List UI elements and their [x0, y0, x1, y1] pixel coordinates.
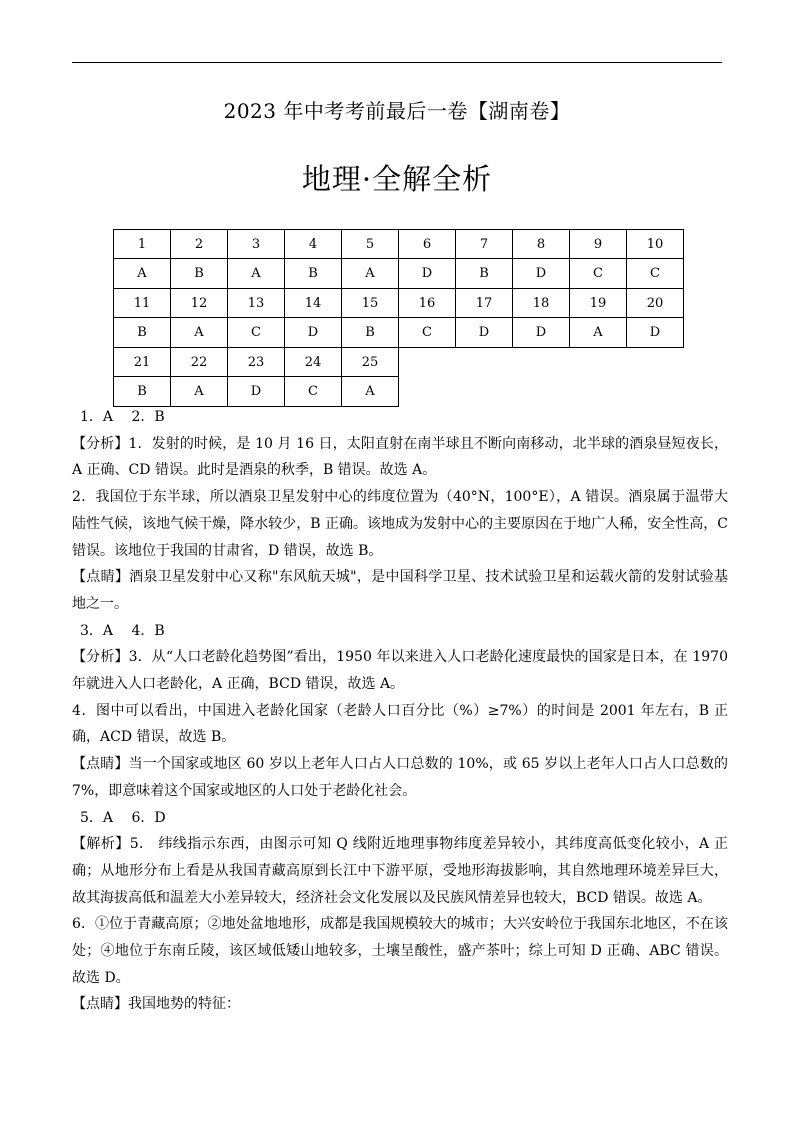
content-paragraph: 2．我国位于东半球，所以酒泉卫星发射中心的纬度位置为（40°N，100°E），A 错误。酒泉属于温带大陆性气候，该地气候干燥，降水较少，B 正确。该地成为发射中心的主要原因在于地广人稀，安全性高，C 错误。该地位于我国的甘肃省，D 错误，故选 B。 — [72, 489, 728, 559]
answer-cell: C — [570, 259, 627, 289]
empty-cell — [513, 377, 570, 407]
answer-row — [114, 318, 684, 348]
answer-cell: C — [228, 318, 285, 348]
empty-cell — [456, 348, 513, 377]
question-number-cell: 24 — [285, 348, 342, 377]
answer-cell: D — [456, 318, 513, 348]
explanation-text — [72, 404, 728, 1018]
answer-cell: C — [285, 377, 342, 407]
answer-cell: A — [228, 259, 285, 289]
answer-cell: A — [171, 377, 228, 407]
question-number-cell: 7 — [456, 230, 513, 259]
question-number-cell: 3 — [228, 230, 285, 259]
answer-cell: B — [342, 318, 399, 348]
answer-cell: D — [513, 318, 570, 348]
content-paragraph: 【点睛】我国地势的特征： — [72, 996, 240, 1013]
question-number-cell: 2 — [171, 230, 228, 259]
content-paragraph: 5．A 6．D — [80, 809, 166, 826]
question-number-cell: 22 — [171, 348, 228, 377]
answer-cell: A — [114, 259, 171, 289]
content-paragraph: 【点睛】酒泉卫星发射中心又称"东风航天城"，是中国科学卫星、技术试验卫星和运载火箭的发射试验基地之一。 — [72, 569, 728, 612]
answer-cell: D — [228, 377, 285, 407]
question-number-cell: 6 — [399, 230, 456, 259]
empty-cell — [627, 377, 684, 407]
answer-cell: C — [399, 318, 456, 348]
answer-cell: B — [285, 259, 342, 289]
answer-cell: B — [114, 318, 171, 348]
page-subtitle: 地理·全解全析 — [301, 162, 493, 196]
question-number-cell: 21 — [114, 348, 171, 377]
content-paragraph: 6．①位于青藏高原；②地处盆地地形，成都是我国规模较大的城市；大兴安岭位于我国东北地区，不在该处；④地位于东南丘陵，该区域低矮山地较多，土壤呈酸性，盛产茶叶；综上可知 D 正确、ABC 错误。故选 D。 — [72, 916, 728, 986]
question-number-cell: 11 — [114, 289, 171, 318]
question-number-cell: 19 — [570, 289, 627, 318]
answer-cell: A — [342, 377, 399, 407]
answer-table — [113, 229, 684, 407]
question-number-cell: 16 — [399, 289, 456, 318]
answer-cell: D — [513, 259, 570, 289]
question-number-cell: 4 — [285, 230, 342, 259]
content-paragraph: 【解析】5． 纬线指示东西，由图示可知 Q 线附近地理事物纬度差异较小，其纬度高低变化较小，A 正确；从地形分布上看是从我国青藏高原到长江中下游平原，受地形海拔影响，其自然地理环境差异巨大，故其海拔高低和温差大小差异较大，经济社会文化发展以及民族风情差异也较大，BCD 错误。故选 A。 — [72, 836, 728, 906]
question-number-cell: 14 — [285, 289, 342, 318]
question-number-row — [114, 230, 684, 259]
question-number-cell: 9 — [570, 230, 627, 259]
answer-cell: A — [342, 259, 399, 289]
question-number-cell: 1 — [114, 230, 171, 259]
question-number-cell: 15 — [342, 289, 399, 318]
question-number-cell: 17 — [456, 289, 513, 318]
content-paragraph: 4．图中可以看出，中国进入老龄化国家（老龄人口百分比（%）≥7%）的时间是 2001 年左右，B 正确，ACD 错误，故选 B。 — [72, 702, 728, 746]
empty-cell — [399, 377, 456, 407]
empty-cell — [570, 377, 627, 407]
content-paragraph: 【点睛】当一个国家或地区 60 岁以上老年人口占人口总数的 10%，或 65 岁以上老年人口占人口总数的 7%，即意味着这个国家或地区的人口处于老龄化社会。 — [72, 756, 728, 799]
answer-cell: A — [171, 318, 228, 348]
empty-cell — [627, 348, 684, 377]
question-number-cell: 18 — [513, 289, 570, 318]
content-paragraph: 【分析】1．发射的时候，是 10 月 16 日，太阳直射在南半球且不断向南移动，北半球的酒泉昼短夜长，A 正确、CD 错误。此时是酒泉的秋季，B 错误。故选 A。 — [72, 435, 728, 479]
answer-cell: A — [570, 318, 627, 348]
answer-cell: B — [171, 259, 228, 289]
question-number-cell: 10 — [627, 230, 684, 259]
content-paragraph: 1．A 2．B — [80, 409, 165, 425]
empty-cell — [513, 348, 570, 377]
question-number-row — [114, 289, 684, 318]
empty-cell — [570, 348, 627, 377]
question-number-cell: 20 — [627, 289, 684, 318]
question-number-cell: 13 — [228, 289, 285, 318]
answer-cell: B — [114, 377, 171, 407]
answer-cell: D — [399, 259, 456, 289]
answer-cell: C — [627, 259, 684, 289]
question-number-cell: 8 — [513, 230, 570, 259]
content-paragraph: 【分析】3．从“人口老龄化趋势图”看出，1950 年以来进入人口老龄化速度最快的国家是日本，在 1970 年就进入人口老龄化，A 正确，BCD 错误，故选 A。 — [72, 649, 728, 693]
content-paragraph: 3．A 4．B — [80, 622, 165, 639]
question-number-cell: 12 — [171, 289, 228, 318]
question-number-cell: 25 — [342, 348, 399, 377]
answer-row — [114, 259, 684, 289]
empty-cell — [399, 348, 456, 377]
answer-row — [114, 377, 684, 407]
answer-cell: B — [456, 259, 513, 289]
answer-cell: D — [285, 318, 342, 348]
answer-cell: D — [627, 318, 684, 348]
question-number-cell: 5 — [342, 230, 399, 259]
header-rule — [72, 62, 722, 63]
empty-cell — [456, 377, 513, 407]
question-number-row — [114, 348, 684, 377]
page-title: 2023 年中考考前最后一卷【湖南卷】 — [223, 99, 571, 123]
question-number-cell: 23 — [228, 348, 285, 377]
